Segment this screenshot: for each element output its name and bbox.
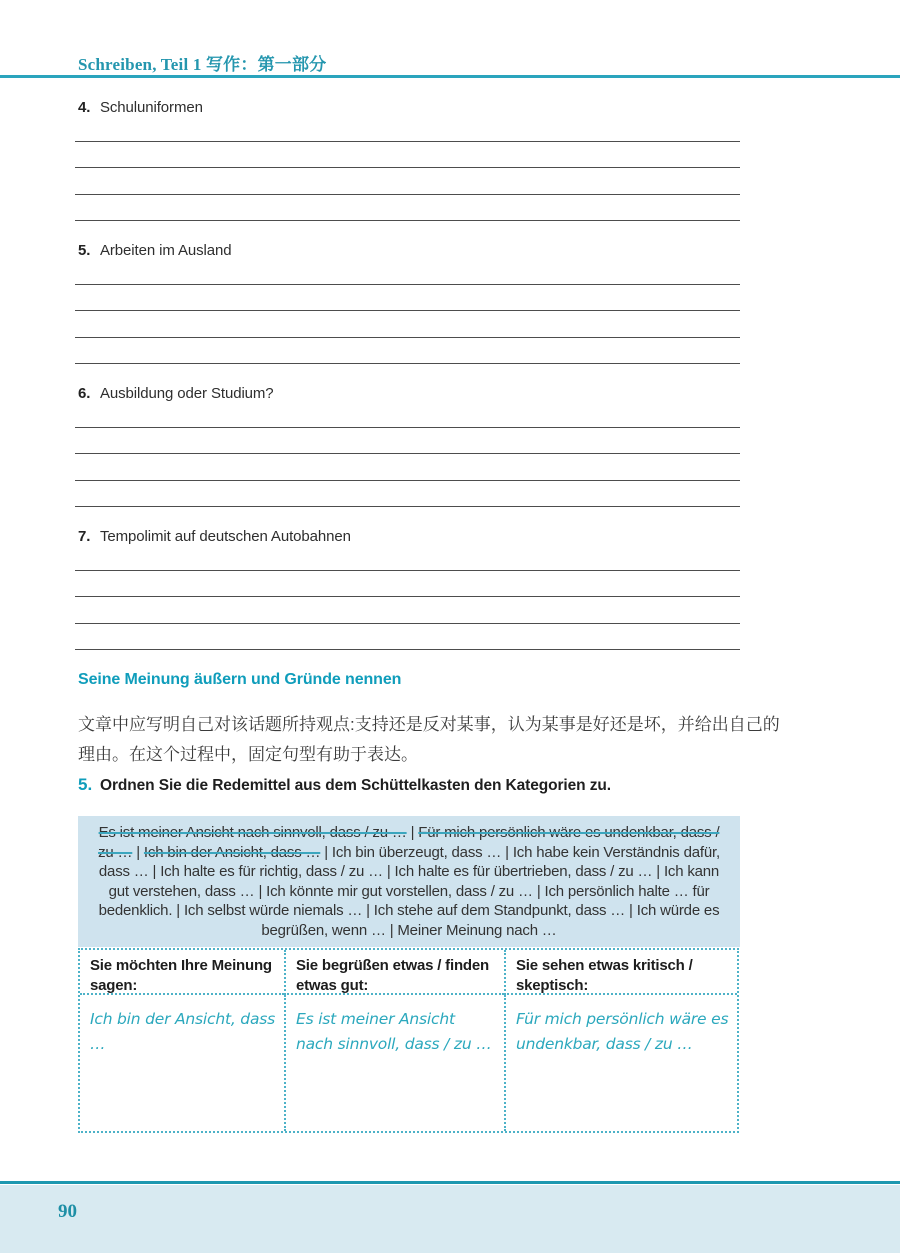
writing-line: [75, 649, 740, 650]
categories-table: [78, 948, 739, 1133]
phrase-separator: |: [406, 824, 419, 841]
exercise-item: [78, 99, 740, 242]
writing-line: [75, 141, 740, 142]
word-box-phrase: Ich würde es begrüßen, wenn …: [261, 902, 720, 939]
word-box-phrase: Ich halte es für übertrieben, dass / zu …: [394, 863, 653, 881]
exercise-label: [78, 528, 740, 545]
exercise-number: 5.: [78, 242, 91, 259]
exercise-topic: Schuluniformen: [100, 99, 203, 116]
word-box-phrase: Ich bin der Ansicht, dass …: [143, 843, 321, 861]
word-box-phrase: Ich halte es für richtig, dass / zu …: [160, 863, 383, 881]
writing-line: [75, 220, 740, 221]
writing-line: [75, 623, 740, 624]
schuettelkasten-word-box: [78, 816, 740, 947]
phrase-separator: |: [132, 843, 144, 861]
table-answer-cell: Für mich persönlich wäre es undenkbar, dass / zu …: [504, 995, 737, 1131]
phrase-separator: |: [385, 921, 398, 939]
phrase-separator: |: [172, 902, 184, 920]
writing-line: [75, 337, 740, 338]
word-box-phrase: Für mich persönlich wäre es undenkbar, dass / zu …: [98, 824, 720, 861]
section-heading: Seine Meinung äußern und Gründe nennen: [78, 671, 402, 688]
exercise-label: [78, 242, 740, 259]
writing-line: [75, 506, 740, 507]
word-box-phrase: Ich stehe auf dem Standpunkt, dass …: [373, 902, 626, 920]
table-header-cell: Sie sehen etwas kritisch / skeptisch:: [504, 950, 737, 995]
task-5-line: [78, 775, 611, 795]
writing-line: [75, 427, 740, 428]
exercise-label: [78, 385, 740, 402]
exercise-topic: Ausbildung oder Studium?: [100, 385, 274, 402]
exercise-item: [78, 242, 740, 385]
exercise-topic: Arbeiten im Ausland: [100, 242, 232, 259]
phrase-separator: |: [625, 902, 637, 920]
table-header-cell: Sie begrüßen etwas / finden etwas gut:: [284, 950, 504, 995]
exercise-label: [78, 99, 740, 116]
exercise-item: [78, 528, 740, 671]
phrase-separator: |: [652, 863, 664, 881]
phrase-separator: |: [148, 863, 161, 881]
chinese-intro-paragraph: [78, 710, 780, 770]
exercise-topic: Tempolimit auf deutschen Autobahnen: [100, 528, 351, 545]
writing-line: [75, 570, 740, 571]
footer-band: [0, 1185, 900, 1253]
word-box-phrase: Ich selbst würde niemals …: [183, 902, 363, 920]
phrase-separator: |: [532, 882, 545, 900]
chinese-text-line: 理由。在这个过程中，固定句型有助于表达。: [78, 745, 418, 764]
phrase-separator: |: [382, 863, 395, 881]
writing-line: [75, 310, 740, 311]
exercise-number: 7.: [78, 528, 91, 545]
writing-line: [75, 480, 740, 481]
writing-line: [75, 363, 740, 364]
footer-divider-rule: [0, 1181, 900, 1184]
exercise-number: 6.: [78, 385, 91, 402]
word-box-phrase: Ich habe kein Verständnis dafür, dass …: [98, 843, 720, 881]
writing-line: [75, 596, 740, 597]
writing-line: [75, 284, 740, 285]
word-box-phrase: Ich persönlich halte … für bedenklich.: [98, 882, 710, 920]
exercise-number: 4.: [78, 99, 91, 116]
phrase-separator: |: [362, 902, 374, 920]
phrase-separator: |: [320, 843, 332, 861]
word-box-phrase: Es ist meiner Ansicht nach sinnvoll, dass / zu …: [98, 824, 407, 841]
exercise-item: [78, 385, 740, 528]
table-answer-cell: Ich bin der Ansicht, dass …: [90, 1010, 275, 1053]
chinese-text-line: 文章中应写明自己对该话题所持观点:支持还是反对某事，认为某事是好还是坏，并给出自己的: [78, 715, 780, 734]
phrase-separator: |: [254, 882, 267, 900]
writing-line: [75, 453, 740, 454]
writing-line: [75, 194, 740, 195]
table-header-cell: Sie möchten Ihre Meinung sagen:: [80, 950, 284, 995]
writing-line: [75, 167, 740, 168]
page-header-title: Schreiben, Teil 1 写作：第一部分: [78, 55, 327, 74]
page-number: 90: [58, 1201, 77, 1222]
task-instruction: Ordnen Sie die Redemittel aus dem Schüttelkasten den Kategorien zu.: [100, 777, 611, 794]
header-divider-rule: [0, 75, 900, 78]
word-box-phrase: Meiner Meinung nach …: [397, 921, 557, 939]
topic-exercise-list: [78, 99, 740, 671]
word-box-phrase: Ich kann gut verstehen, dass …: [108, 863, 720, 900]
word-box-phrase: Ich bin überzeugt, dass …: [331, 843, 502, 861]
phrase-separator: |: [501, 843, 513, 861]
word-box-phrase: Ich könnte mir gut vorstellen, dass / zu …: [266, 882, 533, 900]
task-number: 5.: [78, 775, 93, 794]
table-answer-cell: Es ist meiner Ansicht nach sinnvoll, dass / zu …: [284, 995, 504, 1131]
